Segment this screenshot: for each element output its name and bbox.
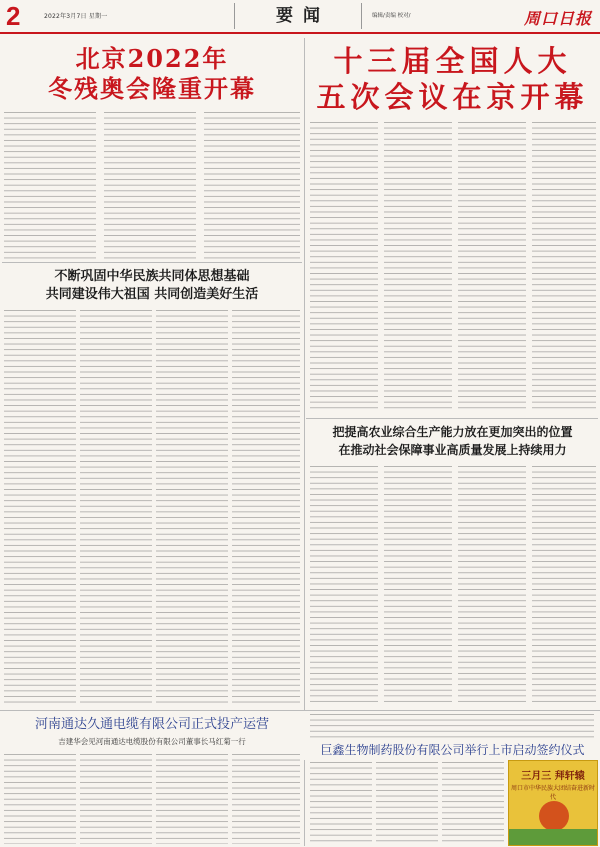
headline-beijing-line2: 冬残奥会隆重开幕 — [48, 74, 256, 103]
article-text-npc — [532, 122, 596, 412]
headline-unity-line1: 不断巩固中华民族共同体思想基础 — [54, 269, 250, 284]
headline-cable: 河南通达久通电缆有限公司正式投产运营 — [34, 717, 269, 732]
article-text-bio — [310, 762, 372, 844]
article-text-bio — [376, 762, 438, 844]
article-text-unity — [4, 310, 76, 706]
article-text-npc — [310, 122, 378, 412]
advertisement — [508, 760, 598, 846]
article-text-unity — [232, 310, 300, 706]
article-text-bio — [442, 762, 504, 844]
article-text-unity — [156, 310, 228, 706]
field-graphic — [509, 829, 597, 845]
subhead-cable: 吉建华会见河南通达电缆股份有限公司董事长马红菊一行 — [58, 737, 246, 746]
headline-unity-line2: 共同建设伟大祖国 共同创造美好生活 — [45, 287, 259, 302]
masthead — [0, 0, 600, 34]
editors-line: 编辑/责编 校对/ — [372, 13, 411, 19]
article-text-cable — [156, 754, 228, 844]
column-divider — [304, 760, 305, 846]
headline-beijing-line1: 北京2022年 — [75, 44, 229, 73]
article-text-unity — [80, 310, 152, 706]
ad-subtitle: 周口市中华民族大团结奋进新时代 — [510, 785, 595, 801]
section-divider — [0, 710, 600, 711]
story-divider — [2, 262, 302, 263]
article-text-beijing — [204, 112, 300, 260]
sun-icon — [539, 801, 569, 831]
page-number: 2 — [6, 1, 21, 31]
ad-title: 三月三 拜轩辕 — [521, 771, 585, 782]
headline-bio: 巨鑫生物制药股份有限公司举行上市启动签约仪式 — [320, 743, 585, 757]
headline-npc-line2: 五次会议在京开幕 — [316, 80, 589, 114]
article-text-cable — [80, 754, 152, 844]
article-text-npc — [384, 122, 452, 412]
article-text-agri — [310, 466, 378, 706]
headline-agri-line2: 在推动社会保障事业高质量发展上持续用力 — [338, 443, 567, 457]
article-text-agri — [384, 466, 452, 706]
article-text-agri — [532, 466, 596, 706]
section-label-box — [234, 3, 362, 29]
paper-logo: 周口日报 — [524, 9, 593, 28]
story-divider — [306, 418, 598, 419]
article-text-npc — [458, 122, 526, 412]
article-text-cable — [4, 754, 76, 844]
article-text-cable — [232, 754, 300, 844]
article-text-agri — [458, 466, 526, 706]
column-divider — [304, 38, 305, 710]
article-text-beijing — [104, 112, 196, 260]
headline-npc-line1: 十三届全国人大 — [333, 44, 572, 78]
article-text-agri-cont — [310, 714, 594, 738]
headline-agri-line1: 把提高农业综合生产能力放在更加突出的位置 — [332, 425, 573, 439]
issue-date: 2022年3月7日 星期一 — [44, 13, 108, 20]
section-name: 要闻 — [276, 6, 330, 26]
article-text-beijing — [4, 112, 96, 260]
